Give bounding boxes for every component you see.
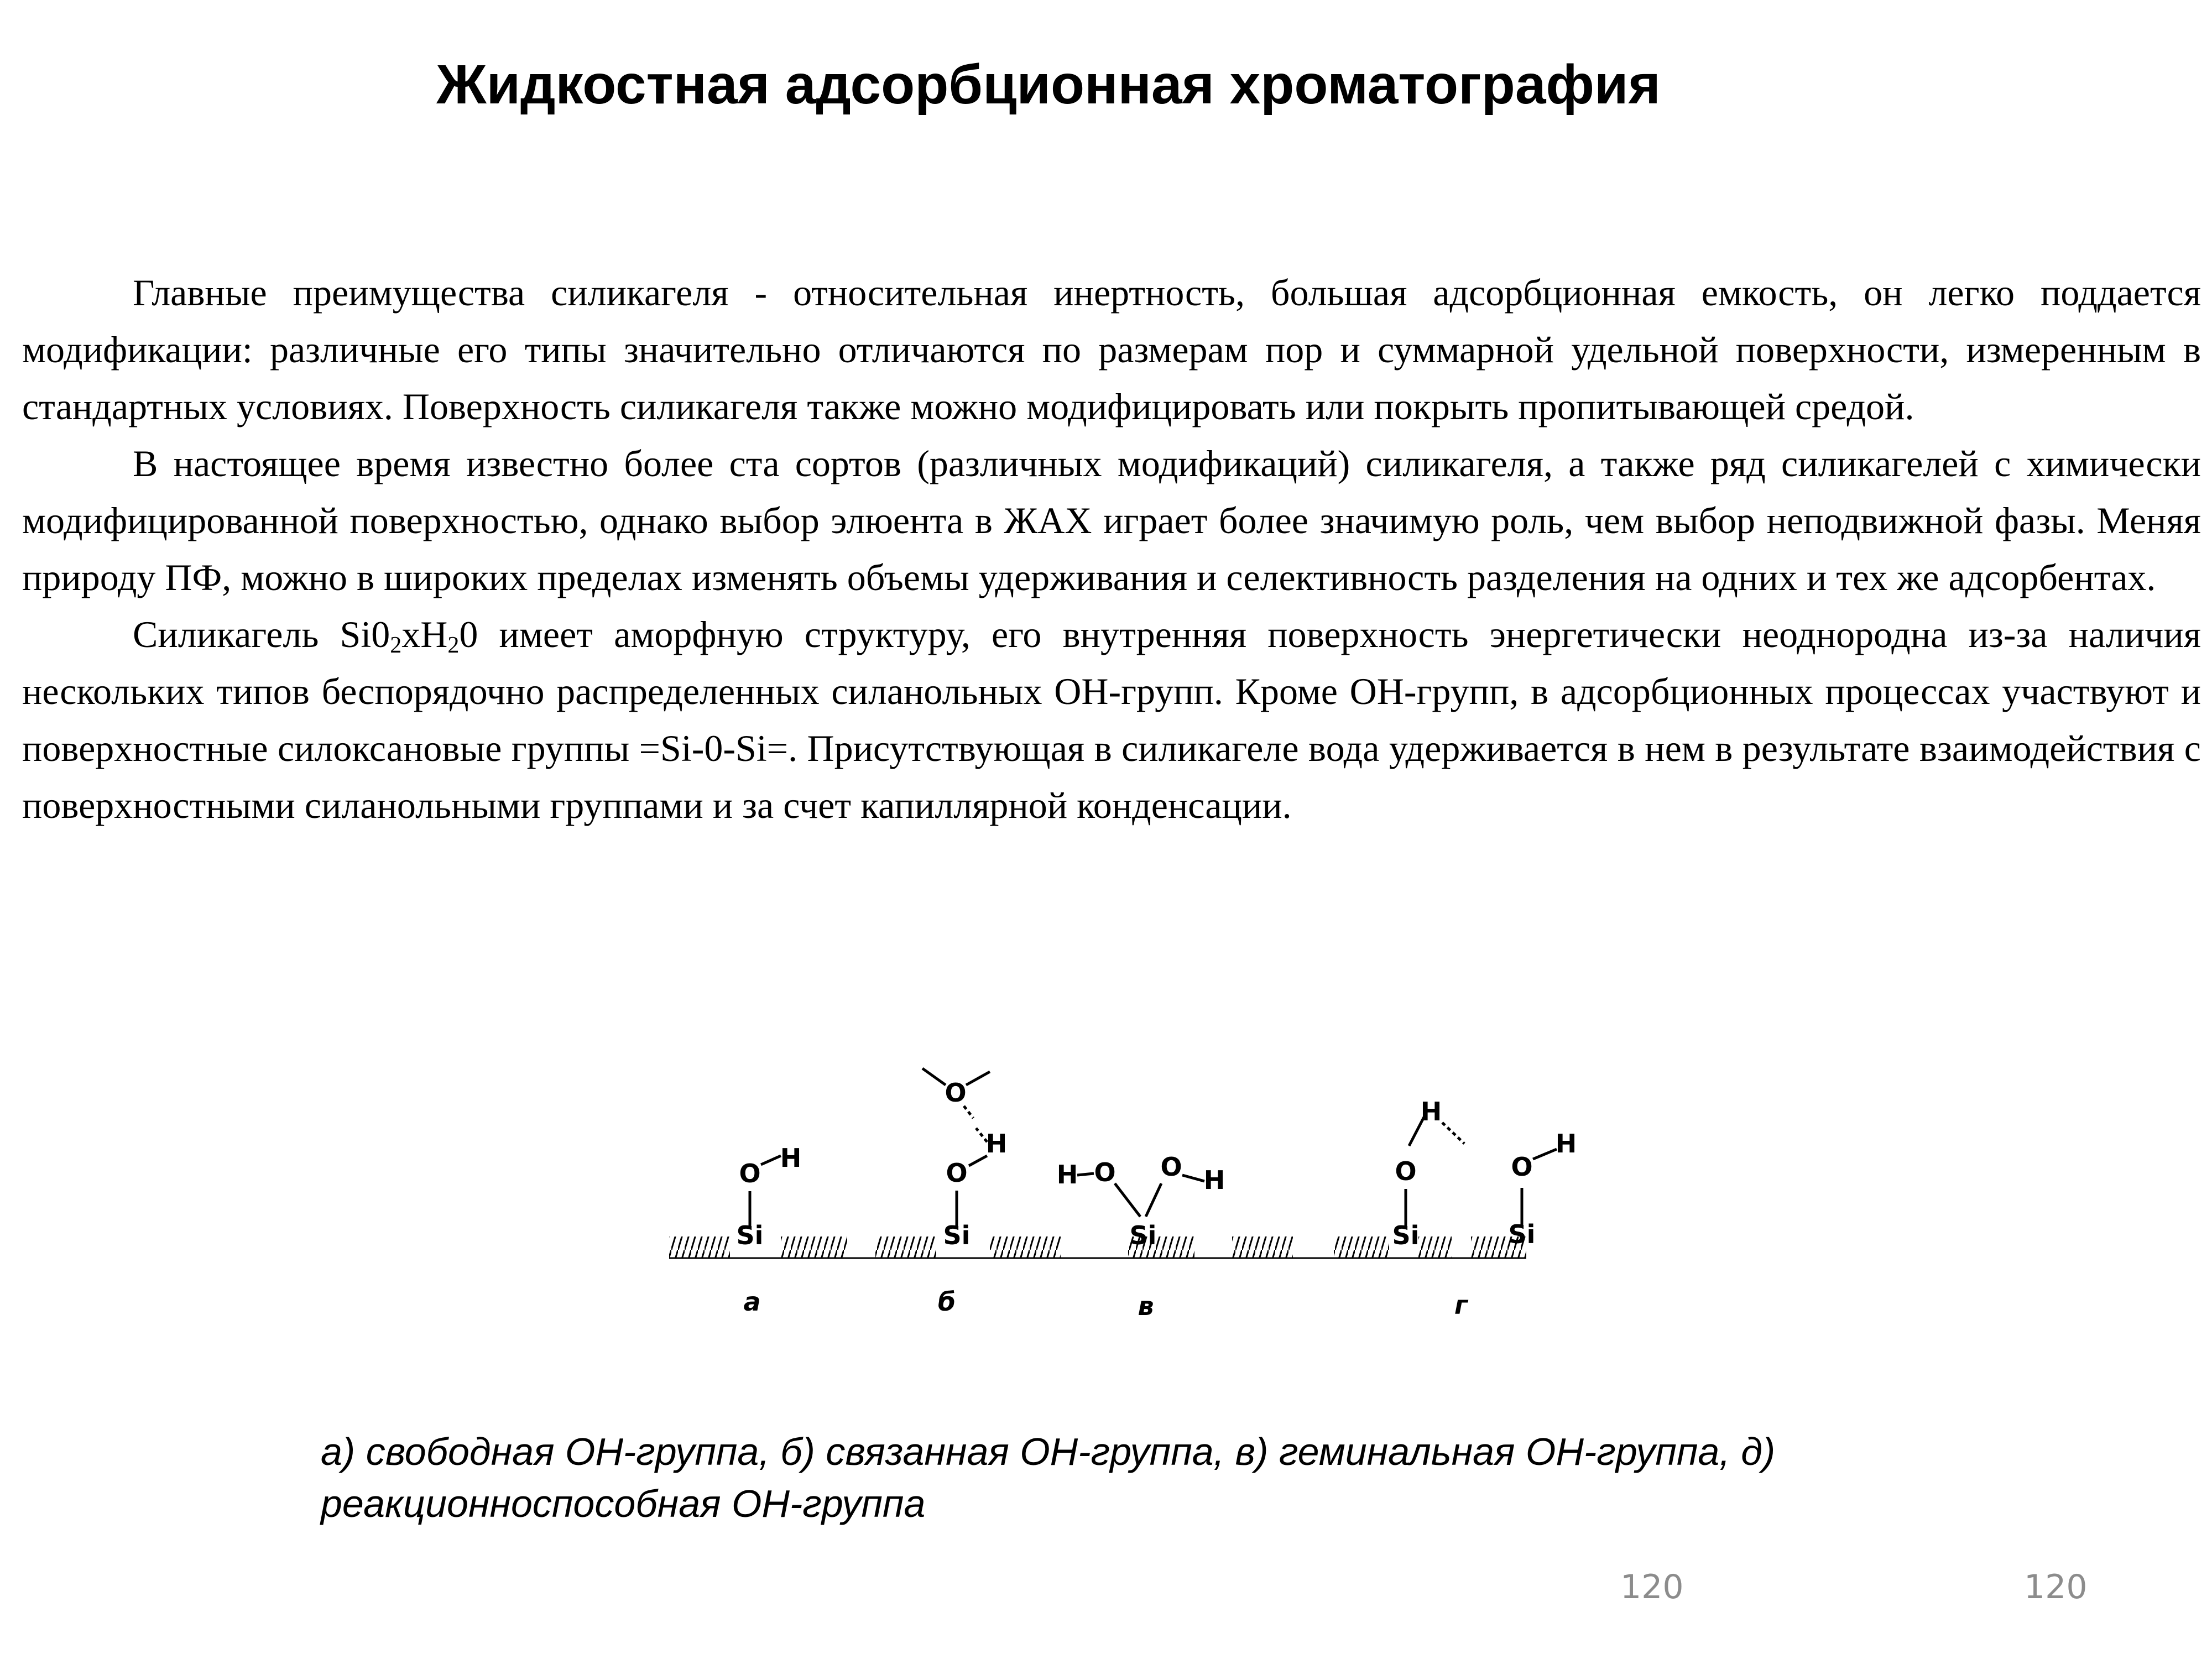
atom-o: O <box>1094 1157 1116 1187</box>
panel-label-v: в <box>1138 1291 1154 1321</box>
surface-hatch <box>781 1237 847 1258</box>
silanol-groups-figure <box>658 1051 1642 1338</box>
bond <box>1115 1183 1140 1217</box>
panel-label-b: б <box>937 1287 956 1317</box>
atom-o: O <box>1395 1156 1417 1186</box>
atom-si: Si <box>736 1220 764 1250</box>
slide-title: Жидкостная адсорбционная хроматография <box>436 54 1661 116</box>
subscript-2: 2 <box>390 633 402 658</box>
atom-o: O <box>946 1158 968 1188</box>
page-number: 120 <box>2024 1568 2088 1606</box>
body-text <box>22 264 2201 834</box>
paragraph-3-lead: Силикагель Si0 <box>133 613 390 655</box>
surface-hatch <box>1334 1237 1389 1258</box>
bond <box>1182 1175 1204 1181</box>
atom-si: Si <box>1508 1219 1536 1249</box>
atom-o: O <box>1160 1152 1182 1182</box>
bond <box>1146 1183 1161 1217</box>
paragraph-3 <box>22 606 2201 834</box>
bond <box>1533 1149 1557 1159</box>
bond <box>969 1156 987 1166</box>
bond <box>966 1072 990 1085</box>
paragraph-1: Главные преимущества силикагеля - относительная инертность, большая адсорбционная емкость, он легко поддается модификации: различные его типы значительно отличаются по размерам пор и суммарной удельной поверхности, измеренным в стандартных условиях. Поверхность силикагеля также можно модифицировать или покрыть пропитывающей средой. <box>22 272 2201 427</box>
atom-h: H <box>1555 1129 1577 1159</box>
atom-h: H <box>1203 1165 1225 1195</box>
surface-hatch <box>875 1237 936 1258</box>
figure-caption: а) свободная ОН-группа, б) связанная ОН-группа, в) геминальная ОН-группа, д) реакционноспособная ОН-группа <box>321 1430 1776 1525</box>
atom-h: H <box>985 1129 1008 1159</box>
surface-hatch <box>669 1237 730 1258</box>
atom-o: O <box>1511 1152 1533 1182</box>
surface-hatch <box>990 1237 1061 1258</box>
atom-si: Si <box>1129 1220 1157 1250</box>
surface-hatch <box>1232 1237 1293 1258</box>
subscript-2: 2 <box>447 633 460 658</box>
atom-h: H <box>780 1143 802 1173</box>
bond <box>1077 1173 1094 1175</box>
atom-o: O <box>739 1159 761 1188</box>
bond <box>922 1068 946 1085</box>
hydrogen-bond <box>964 1106 973 1118</box>
bond <box>761 1156 781 1165</box>
silanol-diagram <box>658 1051 1642 1338</box>
atom-si: Si <box>943 1220 971 1250</box>
page-number: 120 <box>1620 1568 1684 1606</box>
atom-si: Si <box>1392 1220 1420 1250</box>
surface-hatch <box>1418 1237 1452 1258</box>
paragraph-2: В настоящее время известно более ста сортов (различных модификаций) силикагеля, а также ряд силикагелей с химически модифицированной поверхностью, однако выбор элюента в ЖАХ играет более значимую роль, чем выбор неподвижной фазы. Меняя природу ПФ, можно в широких пределах изменять объемы удерживания и селективность разделения на одних и тех же адсорбентах. <box>22 442 2201 598</box>
atom-h: H <box>1056 1160 1078 1190</box>
hydrogen-bond <box>1442 1123 1464 1144</box>
paragraph-3-rest: 0 имеет аморфную структуру, его внутренняя поверхность энергетически неоднородна из-за наличия нескольких типов беспорядочно распределенных силанольных ОН-групп. Кроме ОН-групп, в адсорбционных процессах участвуют и поверхностные силоксановые группы =Si-0-Si=. Присутствующая в силикагеле вода удерживается в нем в результате взаимодействия с поверхностными силанольными группами и за счет капиллярной конденсации. <box>22 613 2201 826</box>
panel-label-a: а <box>743 1287 761 1317</box>
panel-label-g: г <box>1454 1290 1468 1320</box>
atom-h: H <box>1420 1097 1442 1126</box>
atom-o: O <box>945 1078 967 1108</box>
paragraph-3-mid: xH <box>401 613 448 655</box>
